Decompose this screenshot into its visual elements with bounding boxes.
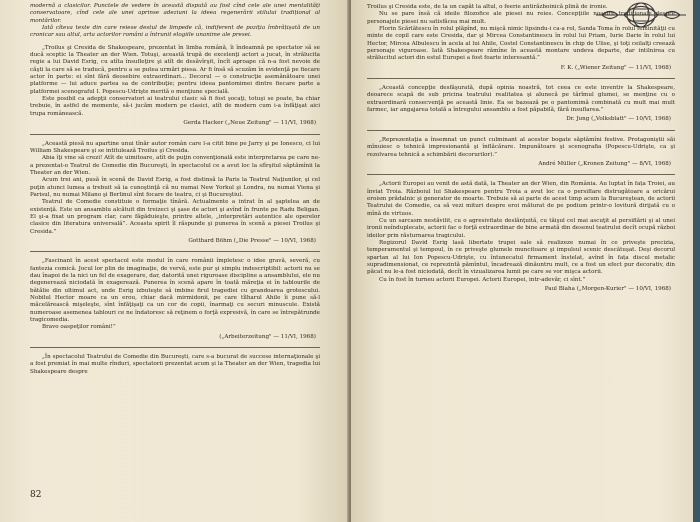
section-divider: [30, 347, 320, 348]
review-paragraph: Cu în fost în turneu actorii Europei. Actorii Europei, intr-adevăr, ci sînt.”: [379, 276, 586, 283]
review-paragraph: Acum trei ani, pusă în scenă de David Esrig, a fost distinsă la Paris la Teatrul Naţiunilor, şi cel puţin atunci lumea a trebuit să ia cunoştinţă că nu numai New Yorkul şi Londra, nu numai Viena şi Parisul, nu numai Milano şi Berlinul sînt focare de teatru, ci şi Bucureştiul.: [30, 177, 320, 198]
review-paragraph: „Reprezentaţia a însemnat un punct culminant al acestor bogate săptămîni festive. Protagoniştii săi mînuiesc o tehnică impresionantă şi înflăcărare. Impunătoare şi scenografia (Popescu-Udrişte, ca şi rezolvarea tehnică a schimbării decorurilor).”: [367, 136, 675, 158]
review-paragraph: Teatrul de Comedie constituie o formaţie tînără. Actualmente a intrat în al şaptelea an de existenţă. Este un ansamblu alcătuit din treizeci şi şase de actori şi avînd în frunte pe Radu Beligan. El şi-a fixat un program clar, care făgăduieşte, printre altele, „interpretări autentice ale operelor clasice din literatura universală”. Aceasta spirit îl răspunde şi punerea în scenă a piesei Troilus şi Cresida.”: [30, 199, 320, 235]
left-page: [0, 0, 349, 522]
review-paragraph: Florin Scărlătescu în rolul plăpînd, nu mişcă nimic lipsindu-i ca-a rol, Sanda Toma în rolul feminităţii cu minte de copil care este Cresida, dar şi Mircea Constantinescu în rolul lui Priam, Iurie Darie în rolul lui Hector, Mircea Albulescu în acela al lui Ahile, Costel Constantinescu în chip de Ulise, şi toţi ceilalţi creează personaje viguroase. Iată Shakespeare rămîne în această montare undeva departe, dar intilnirea cu strălucitul actori din estul Europei a fost foarte interesantă.”: [367, 26, 675, 62]
page-number: 82: [30, 490, 42, 500]
review-signature: F. K. („Wiener Zeitung" — 11/VI, 1968): [560, 64, 671, 71]
review-signature: Dr. Jung („Volksblatt" — 10/VI, 1968): [566, 116, 671, 123]
section-divider: [367, 130, 675, 131]
review-paragraph: Iată cîteva texte din care reiese destul de limpede că, indiferent de poziția îmbrățișată de un cronicar sau altul, arta actorilor români a întrunit elogiile unanime ale presei.: [30, 25, 320, 39]
review-signature: André Müller („Kronen Zeitung" — 8/VI, 1968): [538, 160, 671, 167]
right-page: [351, 0, 693, 522]
section-divider: [30, 134, 320, 135]
review-paragraph: „Actorii Europei au venit de astă dată, la Theater an der Wien, din România. Au luptat în fața Troiei, au înviat Troia. Războiul lui Shakespeare pentru Troia a avut loc ca o persiflare distrugătoare a oricărui eroism prădalnic şi generator de moarte. Trebuie să ai parte de acest timp acum la Bucureştean, de actorii Teatrului de Comedie, ca să vezi mituri despre eroi măturat de pe podium printr-o lovitură dirijată cu o mînă de virtuos.: [367, 181, 675, 217]
review-paragraph: Este posibil ca adepţii conservatori ai teatrului clasic să fi fost şocaţi, totuşi se poate, ba chiar trebuie, în astfel de momente, să-i jucăm modern pe clasici, atît de modern cum i-a înfăţişat aici trupa românească.: [30, 96, 320, 117]
review-paragraph: Cu un sarcasm nestăvilit, cu o agresivitate deslănţuită, cu tăişul cel mai ascuţit al persiflării şi al unei ironii neînduplecate, actorii fac o forţă extraordinar de bine armată din desenul teatrului decît ocupă război ideilor prin răsturnarea tragicului.: [367, 217, 675, 239]
book-cover-edge: [693, 0, 700, 522]
review-paragraph: „În spectacolul Teatrului de Comedie din Bucureşti, care s-a bucurat de succese internaţionale şi a fost premiat în mai multe rînduri, spectatorii prezentat acum şi la Theater an der Wien, tragedia lui Shakespeare despre: [30, 354, 320, 375]
review-paragraph: „Această concepţie desfăşurată, după opinia noastră, tot ceea ce este inventiv la Shakespeare, deoarece scapă de sub pricina teatrului realitatea şi alunecă pe tărîmul glumei, se menţine cu o extraordinară consecvenţă pe această linie. Ea se bazează pe o pantomimă combinată cu mult mai mult farmec, iar angajarea totală a întregului ansamblu a fost păpabilă, fără insuflarea.”: [367, 85, 675, 114]
review-signature: Gerda Hacker („Neue Zeitung" — 11/VI, 1968): [183, 120, 316, 127]
right-page-text-column: [367, 4, 675, 294]
review-signature: („Arbeiterzeitung" — 11/VI, 1968): [219, 333, 316, 340]
review-paragraph: „Această piesă nu apartine unui tînăr autor român care l-a citit bine pe Jarry şi pe Ionesco, ci lui William Shakespeare şi se intitulează Troilus şi Cresida.: [30, 140, 320, 154]
section-divider: [367, 174, 675, 175]
review-paragraph: Nu se pare însă că ideile filozofice ale piesei nu reies. Concepţiile noastre tradiţionale despre personajele piesei nu satisfăcea mai mult.: [367, 11, 675, 25]
section-divider: [30, 251, 320, 252]
left-page-text-column: [30, 3, 320, 376]
review-paragraph: „Troilus şi Cresida de Shakespeare, prezentat în limba română, îi îndeamnă pe spectator să se ducă sceptic la Theater an der Wien. Totuşi, această trupă de excelenţi actori a jucat, în strălucita regie a lui David Esrig, cu atîta însufleţire şi atît de desăvîrşit, încît aproape că n-a fost nevoie de căşti la care să se traducă, pentru a se putea urmări piesa. Ar fi însă să scuzăm în evidenţă pe fiecare actor în parte: ei sînt fără deosebire extraordinari... Decorul — o construcţie asemănătoare unei platforme — lui aduce partea sa de contribuţie; pentru ideea pantomimei dintre fiecare parte a platformei scenograful I. Popescu-Udrişte merită o menţiune specială.: [30, 44, 320, 95]
review-paragraph: Regizorul David Esrig lasă libertate trupei sale să realizeze numai în ce priveşte precizia, temperamentul şi tempoul, în ce priveşte glumele muncitoare şi impulsul scenic descătuşat. Deşi decorul spartan al lui Ion Popescu-Udrişte, cu întunecatul firmament înstelat, avînd în fața discul metalic supradimensionat, ce reprezintă pămîntul, încadrează dinăuntru mult, ce a fost un efect pur decorativ, din păcat nu le-a fost niciodată, decît în vizualizarea lumii pe care se vor mişca actorii.: [367, 239, 675, 276]
review-paragraph: „Fascinant în acest spectacol este modul în care românii împletesc o idee gravă, severă, cu fantezia comică. Jocul lor plin de imaginaţie, de vervă, este pur şi simplu indescriptibil: actorii nu se dau înapoi de la nici un fel de exagerare, dar, datorită unei riguroase discipline a ansamblului, ele nu degenerează niciodată în exagerează. Punerea în scenă apare în toată măreţia ei în tablourile de bătălie din ultimul act, unde Esrig izbuteşte să imbine firul tragediei cu grandoarea grotescului. Nobilul Hector moare ca un erou, chiar dacă mirmidonii, pe care tîlharul Ahile îi pune să-l măcelărească mişeleşte, sînt înfăţişaţi ca un cor de copii, înarmaţi cu securi minuscule. Există numeroase asemenea tablouri ce ne îndatoresc să reţinem o forţă expresivă, în care se întrepătrunde tragicomedia.: [30, 258, 320, 324]
review-paragraph: Troilus şi Cresida este, de la un capăt la altul, o feerie antirăzboinică plină de ironie.: [367, 4, 608, 10]
review-paragraph: Abia îţi vine să crezi! Atît de uimitoare, atît de puţin convenţională este interpretarea pe care ne-a prezentat-o Teatrul de Comedie din Bucureşti, în spectacolul ce a avut loc la sfîrşitul săptămînii la Theater an der Wien.: [30, 155, 320, 176]
review-paragraph: modernă a clasicilor. Punctele de vedere în această dispută au fost cînd cele ale unei mentalități conservatoare, cînd cele ale unei aprinse adeziuni la ideea regenerării stilului tradițional al montărilor.: [30, 3, 320, 24]
section-divider: [367, 78, 675, 79]
review-signature: Gotthard Böhm („Die Presse" — 10/VI, 1968): [188, 237, 316, 244]
review-signature: Paul Blaha („Morgen-Kurier" — 10/VI, 1968): [544, 286, 671, 292]
review-paragraph: Bravo oaspeţilor români!”: [42, 324, 116, 331]
